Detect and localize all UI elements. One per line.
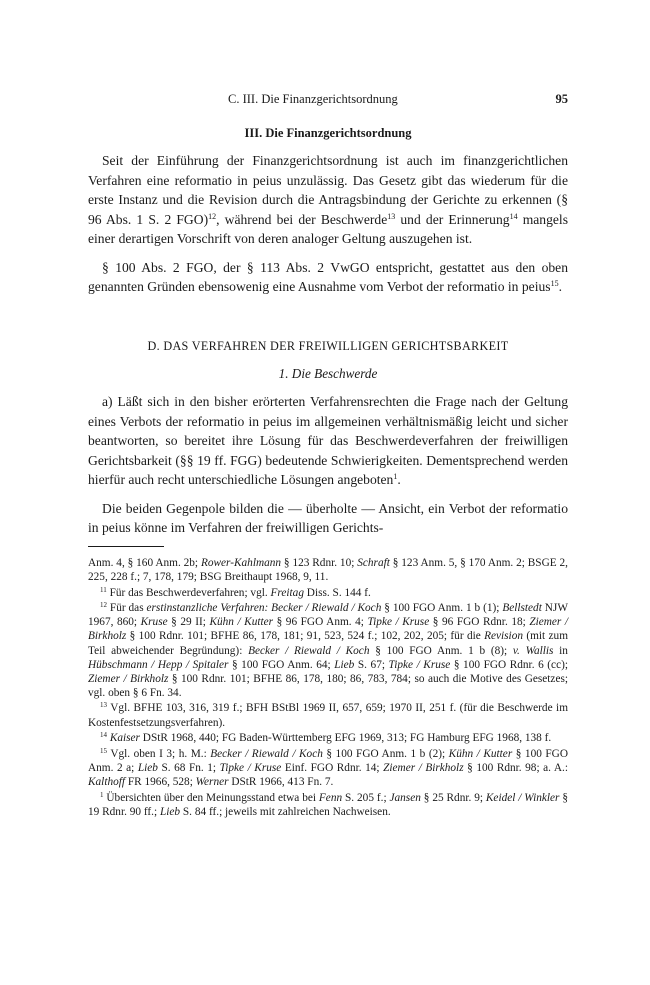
paragraph: a) Läßt sich in den bisher erörterten Verfahrensrechten die Frage nach der Geltung eines Verbots der reformatio in peius im allgemeinen verhältnismäßig leicht und sicher beantworten, so bereitet ihre Lösung für das Beschwerdeverfahren der freiwilligen Gerichtsbarkeit (§§ 19 ff. FGG) bedeutende Schwierigkeiten. Dementsprechend werden hierfür auch recht unterschiedliche Lösungen angeboten$^1$. bbox=[88, 394, 568, 487]
chapter-heading: D. DAS VERFAHREN DER FREIWILLIGEN GERICHTSBARKEIT bbox=[147, 339, 509, 353]
footnotes bbox=[88, 556, 568, 820]
paragraph: Die beiden Gegenpole bilden die — überholte — Ansicht, ein Verbot der reformatio in peius könne im Verfahren der freiwilligen Gerichts- bbox=[88, 500, 568, 535]
footnote-separator bbox=[88, 546, 164, 547]
footnote-ref: 14 bbox=[509, 211, 518, 221]
paragraph: § 100 Abs. 2 FGO, der § 113 Abs. 2 VwGO entspricht, gestattet aus den oben genannten Gründen ebensowenig eine Ausnahme vom Verbot der reformatio in peius$^{15}$. bbox=[88, 259, 568, 294]
paragraph: Seit der Einführung der Finanzgerichtsordnung ist auch im finanzgerichtlichen Verfahren eine reformatio in peius unzulässig. Das Gesetz gibt das wiederum für die erste Instanz und die Revision durch die Antragsbindung der Gerichte zu erkennen (§ 96 Abs. 1 S. 2 FGO)$^{12}$, während bei der Beschwerde$^{13}$ und der Erinnerung$^{14}$ mangels einer derartigen Vorschrift von deren analoger Geltung auszugehen ist. bbox=[88, 153, 568, 246]
running-head: C. III. Die Finanzgerichtsordnung bbox=[228, 92, 398, 106]
footnote-ref: 1 bbox=[393, 472, 398, 481]
page-header bbox=[88, 92, 568, 110]
footnote-11: $^{11}$ Für das Beschwerdeverfahren; vgl. Freitag Diss. S. 144 f. bbox=[100, 585, 371, 599]
sub-heading: 1. Die Beschwerde bbox=[278, 366, 378, 381]
footnote-continuation: Anm. 4, § 160 Anm. 2b; Rower-Kahlmann § 123 Rdnr. 10; Schraft § 123 Anm. 5, § 170 Anm. 2; BSGE 2, 225, 228 f.; 7, 178, 179; BSG Breithaupt 1968, 9, 11. bbox=[88, 557, 568, 584]
section-heading: III. Die Finanzgerichtsordnung bbox=[244, 126, 412, 140]
footnote-1: $^1$ Übersichten über den Meinungsstand etwa bei Fenn S. 205 f.; Jansen § 25 Rdnr. 9; Keidel / Winkler § 19 Rdnr. 90 ff.; Lieb S. 84 ff.; jeweils mit zahlreichen Nachweisen. bbox=[88, 790, 568, 818]
footnote-ref: 15 bbox=[550, 279, 559, 288]
footnote-12: $^{12}$ Für das erstinstanzliche Verfahren: Becker / Riewald / Koch § 100 FGO Anm. 1 b (1); Bellstedt NJW 1967, 860; Kruse § 29 II; Kühn / Kutter § 96 FGO Anm. 4; Tipke / Kruse § 96 FGO Rdnr. 18; Ziemer / Birkholz § 100 Rdnr. 101; BFHE 86, 178, 181; 91, 523, 524 f.; 102, 202, 205; für die Revision (mit zum Teil abweichender Begründung): Becker / Riewald / Koch § 100 FGO Anm. 1 b (8); v. Wallis in Hübschmann / Hepp / Spitaler § 100 FGO Anm. 64; Lieb S. 67; Tipke / Kruse § 100 FGO Rdnr. 6 (cc); Ziemer / Birkholz § 100 Rdnr. 101; BFHE 86, 178, 180; 86, 783, 784; so auch die Motive des Gesetzes; vgl. oben § 6 Fn. 34. bbox=[88, 601, 569, 699]
section-body bbox=[88, 151, 568, 297]
footnote-14: $^{14}$ Kaiser DStR 1968, 440; FG Baden-Württemberg EFG 1969, 313; FG Hamburg EFG 1968, 138 f. bbox=[100, 731, 552, 745]
footnote-ref: 13 bbox=[387, 211, 396, 221]
footnote-13: $^{13}$ Vgl. BFHE 103, 316, 319 f.; BFH BStBl 1969 II, 657, 659; 1970 II, 251 f. (für die Beschwerde im Kostenfestsetzungsverfahren). bbox=[88, 701, 568, 729]
chapter-body bbox=[88, 392, 568, 538]
page-number: 95 bbox=[555, 92, 568, 106]
footnote-15: $^{15}$ Vgl. oben I 3; h. M.: Becker / Riewald / Koch § 100 FGO Anm. 1 b (2); Kühn / Kutter § 100 FGO Anm. 2 a; Lieb S. 68 Fn. 1; Tipke / Kruse Einf. FGO Rdnr. 14; Ziemer / Birkholz § 100 Rdnr. 98; a. A.: Kalthoff FR 1966, 528; Werner DStR 1966, 413 Fn. 7. bbox=[88, 746, 569, 788]
footnote-ref: 12 bbox=[208, 211, 217, 221]
